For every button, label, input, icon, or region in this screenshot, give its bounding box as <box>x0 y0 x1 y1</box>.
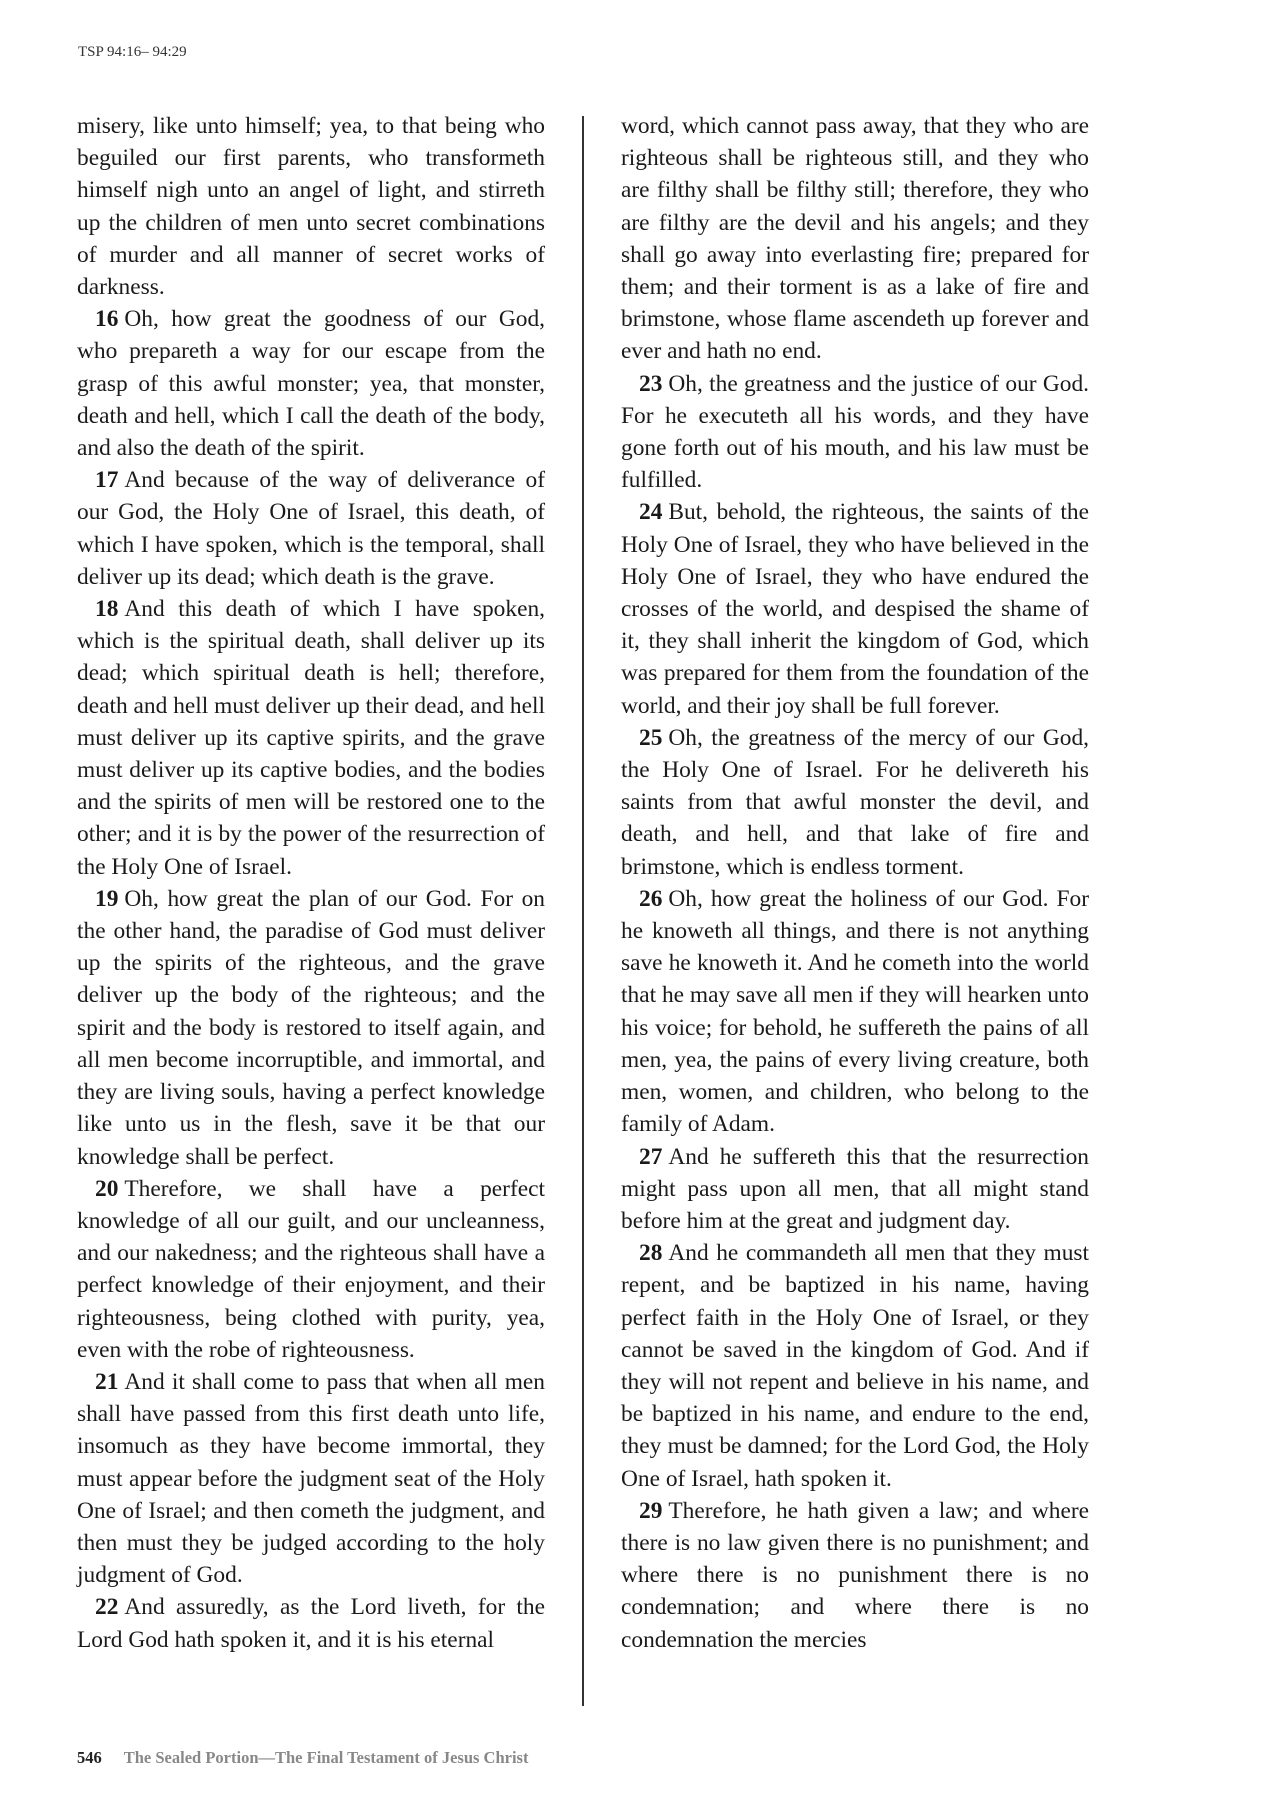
verse-25 <box>621 722 1089 883</box>
verse-text: And he suffereth this that the resurrection might pass upon all men, that all might stand before him at the great and judgment day. <box>621 1143 1089 1234</box>
verse-text: Oh, how great the goodness of our God, who prepareth a way for our escape from the grasp of this awful monster; yea, that monster, death and hell, which I call the death of the body, and also the death of the spirit. <box>77 306 545 462</box>
verse-number: 26 <box>639 885 663 912</box>
verse-text: Oh, how great the plan of our God. For on the other hand, the paradise of God must deliver up the spirits of the righteous, and the grave deliver up the body of the righteous; and the spirit and the body is restored to itself again, and all men become incorruptible, and immortal, and they are living souls, having a perfect knowledge like unto us in the flesh, save it be that our knowledge shall be perfect. <box>77 885 545 1170</box>
verse-number: 20 <box>95 1175 119 1202</box>
verse-number: 19 <box>95 885 119 912</box>
verse-text: And it shall come to pass that when all men shall have passed from this first death unto life, insomuch as they have become immortal, they must appear before the judgment seat of the Holy One of Israel; and then cometh the judgment, and then must they be judged according to the holy judgment of God. <box>77 1368 545 1589</box>
verse-number: 24 <box>639 499 663 526</box>
verse-number: 17 <box>95 467 119 494</box>
verse-20 <box>77 1173 545 1366</box>
column-divider <box>582 116 584 1706</box>
page-footer <box>77 1748 528 1768</box>
page-number: 546 <box>77 1748 102 1767</box>
verse-16 <box>77 303 545 464</box>
verse-22 <box>77 1591 545 1655</box>
verse-text: Oh, how great the holiness of our God. For he knoweth all things, and there is not anything save he knoweth it. And he cometh into the world that he may save all men if they will hearken unto his voice; for behold, he suffereth the pains of all men, yea, the pains of every living creature, both men, women, and children, who belong to the family of Adam. <box>621 885 1089 1138</box>
verse-24 <box>621 496 1089 721</box>
verse-number: 25 <box>639 724 663 751</box>
verse-28 <box>621 1237 1089 1495</box>
running-head: TSP 94:16– 94:29 <box>78 44 187 60</box>
verse-text: Therefore, we shall have a perfect knowledge of all our guilt, and our uncleanness, and our nakedness; and the righteous shall have a perfect knowledge of their enjoyment, and their righteousness, being clothed with purity, yea, even with the robe of righteousness. <box>77 1175 545 1363</box>
verse-text: Oh, the greatness and the justice of our God. For he executeth all his words, and they have gone forth out of his mouth, and his law must be fulfilled. <box>621 370 1089 494</box>
verse-23 <box>621 368 1089 497</box>
verse-text: And assuredly, as the Lord liveth, for the Lord God hath spoken it, and it is his eternal <box>77 1594 545 1653</box>
verse-27 <box>621 1141 1089 1238</box>
verse-number: 16 <box>95 306 119 333</box>
verse-17 <box>77 464 545 593</box>
verse-text: And this death of which I have spoken, which is the spiritual death, shall deliver up its dead; which spiritual death is hell; therefore, death and hell must deliver up their dead, and hell must deliver up its captive spirits, and the grave must deliver up its captive bodies, and the bodies and the spirits of men will be restored one to the other; and it is by the power of the resurrection of the Holy One of Israel. <box>77 596 545 880</box>
verse-number: 23 <box>639 370 663 397</box>
verse-text: Oh, the greatness of the mercy of our God, the Holy One of Israel. For he delivereth his saints from that awful monster the devil, and death, and hell, and that lake of fire and brimstone, which is endless torment. <box>621 724 1089 880</box>
continuation-paragraph: word, which cannot pass away, that they who are righteous shall be righteous still, and they who are filthy shall be filthy still; therefore, they who are filthy are the devil and his angels; and they shall go away into everlasting fire; prepared for them; and their torment is as a lake of fire and brimstone, whose flame ascendeth up forever and ever and hath no end. <box>621 113 1089 365</box>
verse-29 <box>621 1495 1089 1656</box>
left-column <box>77 110 545 1656</box>
verse-number: 18 <box>95 596 119 623</box>
right-column <box>621 110 1089 1656</box>
verse-text: Therefore, he hath given a law; and where there is no law given there is no punishment; and where there is no punishment there is no condemnation; and where there is no condemnation the mercies <box>621 1497 1089 1653</box>
verse-number: 27 <box>639 1143 663 1170</box>
verse-text: And he commandeth all men that they must repent, and be baptized in his name, having perfect faith in the Holy One of Israel, or they cannot be saved in the kingdom of God. And if they will not repent and believe in his name, and be baptized in his name, and endure to the end, they must be damned; for the Lord God, the Holy One of Israel, hath spoken it. <box>621 1240 1089 1492</box>
verse-21 <box>77 1366 545 1591</box>
verse-text: And because of the way of deliverance of our God, the Holy One of Israel, this death, of which I have spoken, which is the temporal, shall deliver up its dead; which death is the grave. <box>77 467 545 590</box>
verse-number: 28 <box>639 1240 663 1267</box>
book-title: The Sealed Portion—The Final Testament of Jesus Christ <box>123 1748 529 1767</box>
verse-number: 22 <box>95 1594 119 1621</box>
verse-19 <box>77 883 545 1173</box>
verse-number: 29 <box>639 1497 663 1524</box>
verse-26 <box>621 883 1089 1141</box>
verse-text: But, behold, the righteous, the saints of the Holy One of Israel, they who have believed in the Holy One of Israel, they who have endured the crosses of the world, and despised the shame of it, they shall inherit the kingdom of God, which was prepared for them from the foundation of the world, and their joy shall be full forever. <box>621 499 1089 719</box>
verse-number: 21 <box>95 1368 119 1395</box>
verse-18 <box>77 593 545 883</box>
continuation-paragraph: misery, like unto himself; yea, to that being who beguiled our first parents, who transformeth himself nigh unto an angel of light, and stirreth up the children of men unto secret combinations of murder and all manner of secret works of darkness. <box>77 113 545 301</box>
